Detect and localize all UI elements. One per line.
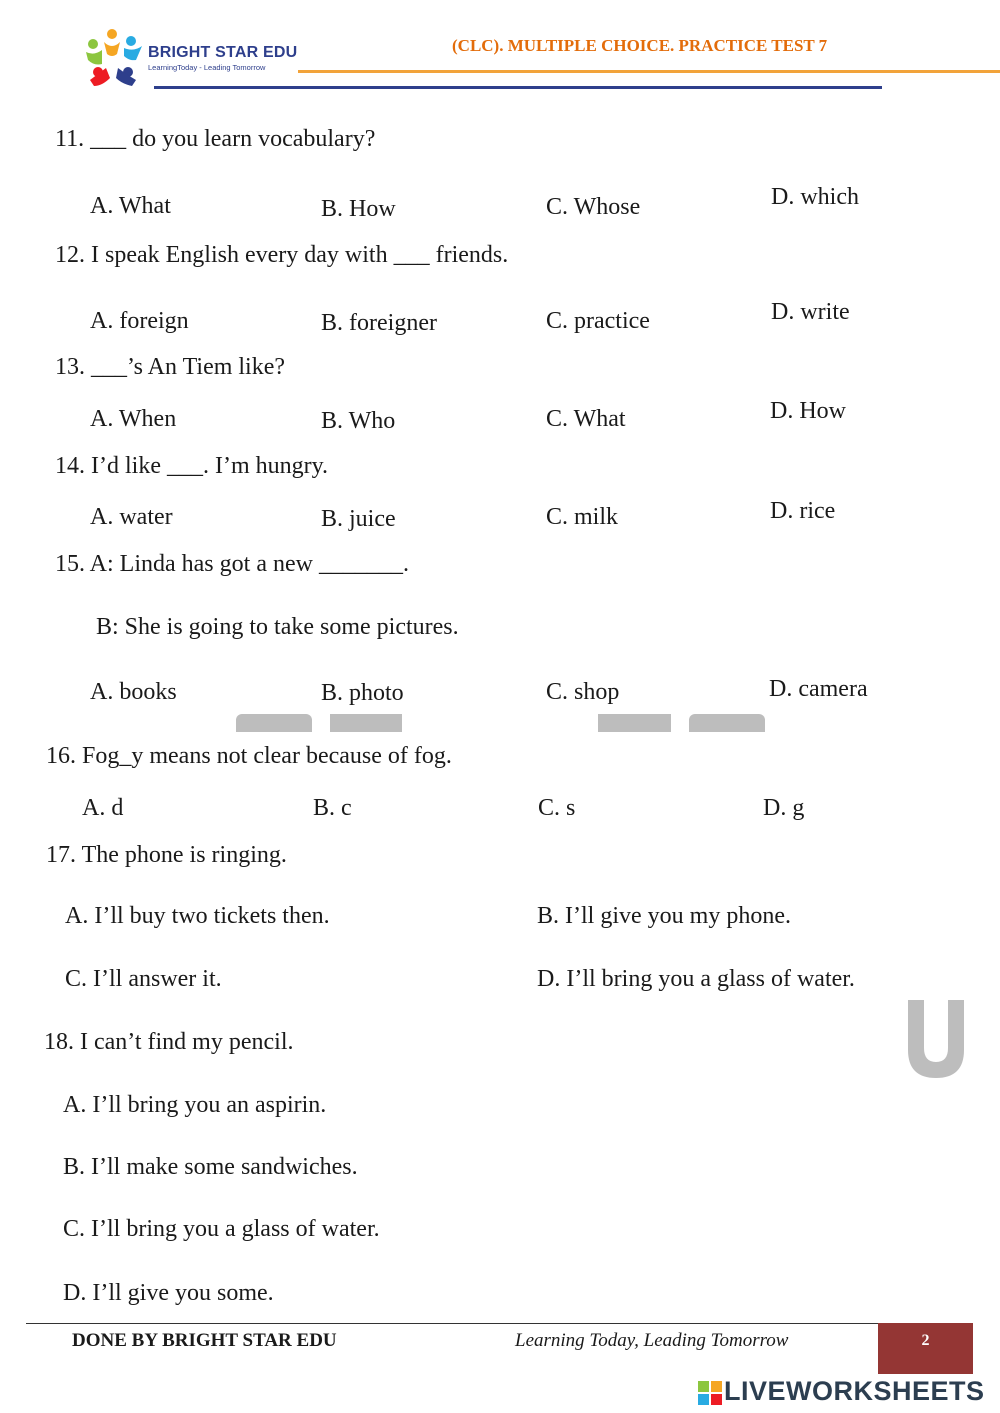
option-13-c[interactable]: C. What bbox=[546, 406, 626, 432]
option-14-a[interactable]: A. water bbox=[90, 504, 173, 530]
option-15-d[interactable]: D. camera bbox=[769, 676, 868, 702]
question-17: 17. The phone is ringing. bbox=[46, 842, 287, 868]
option-14-d[interactable]: D. rice bbox=[770, 498, 836, 524]
option-17-b[interactable]: B. I’ll give you my phone. bbox=[537, 903, 791, 929]
option-18-b[interactable]: B. I’ll make some sandwiches. bbox=[63, 1154, 358, 1180]
option-13-b[interactable]: B. Who bbox=[321, 408, 396, 434]
header-rule-orange bbox=[298, 70, 1000, 73]
liveworksheets-logo-icon bbox=[698, 1381, 722, 1405]
liveworksheets-brand bbox=[698, 1376, 985, 1407]
question-12: 12. I speak English every day with ___ friends. bbox=[55, 242, 509, 268]
option-16-a[interactable]: A. d bbox=[82, 795, 124, 821]
option-15-b[interactable]: B. photo bbox=[321, 680, 404, 706]
option-16-c[interactable]: C. s bbox=[538, 795, 576, 821]
option-16-d[interactable]: D. g bbox=[763, 795, 805, 821]
option-11-a[interactable]: A. What bbox=[90, 193, 171, 219]
brand-name: BRIGHT STAR EDU bbox=[148, 44, 298, 61]
footer-slogan: Learning Today, Leading Tomorrow bbox=[515, 1330, 789, 1351]
option-17-d[interactable]: D. I’ll bring you a glass of water. bbox=[537, 966, 855, 992]
option-15-c[interactable]: C. shop bbox=[546, 679, 620, 705]
option-11-b[interactable]: B. How bbox=[321, 196, 396, 222]
question-14: 14. I’d like ___. I’m hungry. bbox=[55, 453, 329, 479]
option-13-d[interactable]: D. How bbox=[770, 398, 846, 424]
grey-block bbox=[598, 714, 671, 732]
question-15: 15. A: Linda has got a new _______. bbox=[55, 551, 409, 577]
option-12-b[interactable]: B. foreigner bbox=[321, 310, 437, 336]
question-11: 11. ___ do you learn vocabulary? bbox=[55, 126, 376, 152]
grey-block bbox=[330, 714, 402, 732]
star-people-icon bbox=[84, 28, 146, 88]
header-rule-navy bbox=[154, 86, 882, 89]
grey-block bbox=[236, 714, 312, 732]
option-18-c[interactable]: C. I’ll bring you a glass of water. bbox=[63, 1216, 380, 1242]
footer-rule bbox=[26, 1323, 972, 1324]
option-12-c[interactable]: C. practice bbox=[546, 308, 650, 334]
option-11-c[interactable]: C. Whose bbox=[546, 194, 641, 220]
option-12-a[interactable]: A. foreign bbox=[90, 308, 189, 334]
option-14-c[interactable]: C. milk bbox=[546, 504, 619, 530]
watermark-u-shape bbox=[908, 1000, 964, 1078]
brand-tagline: LearningToday - Leading Tomorrow bbox=[148, 63, 266, 72]
option-12-d[interactable]: D. write bbox=[771, 299, 850, 325]
footer-credit: DONE BY BRIGHT STAR EDU bbox=[72, 1330, 337, 1351]
question-15-line2: B: She is going to take some pictures. bbox=[96, 614, 459, 640]
question-16: 16. Fog_y means not clear because of fog. bbox=[46, 743, 452, 769]
option-18-d[interactable]: D. I’ll give you some. bbox=[63, 1280, 274, 1306]
page-title: (CLC). MULTIPLE CHOICE. PRACTICE TEST 7 bbox=[452, 36, 828, 55]
question-18: 18. I can’t find my pencil. bbox=[44, 1029, 294, 1055]
page-number: 2 bbox=[878, 1323, 973, 1374]
liveworksheets-text: LIVEWORKSHEETS bbox=[724, 1376, 985, 1406]
option-14-b[interactable]: B. juice bbox=[321, 506, 396, 532]
grey-block bbox=[689, 714, 765, 732]
option-15-a[interactable]: A. books bbox=[90, 679, 177, 705]
option-16-b[interactable]: B. c bbox=[313, 795, 352, 821]
option-18-a[interactable]: A. I’ll bring you an aspirin. bbox=[63, 1092, 327, 1118]
option-11-d[interactable]: D. which bbox=[771, 184, 859, 210]
option-17-a[interactable]: A. I’ll buy two tickets then. bbox=[65, 903, 330, 929]
option-13-a[interactable]: A. When bbox=[90, 406, 177, 432]
option-17-c[interactable]: C. I’ll answer it. bbox=[65, 966, 222, 992]
question-13: 13. ___’s An Tiem like? bbox=[55, 354, 286, 380]
